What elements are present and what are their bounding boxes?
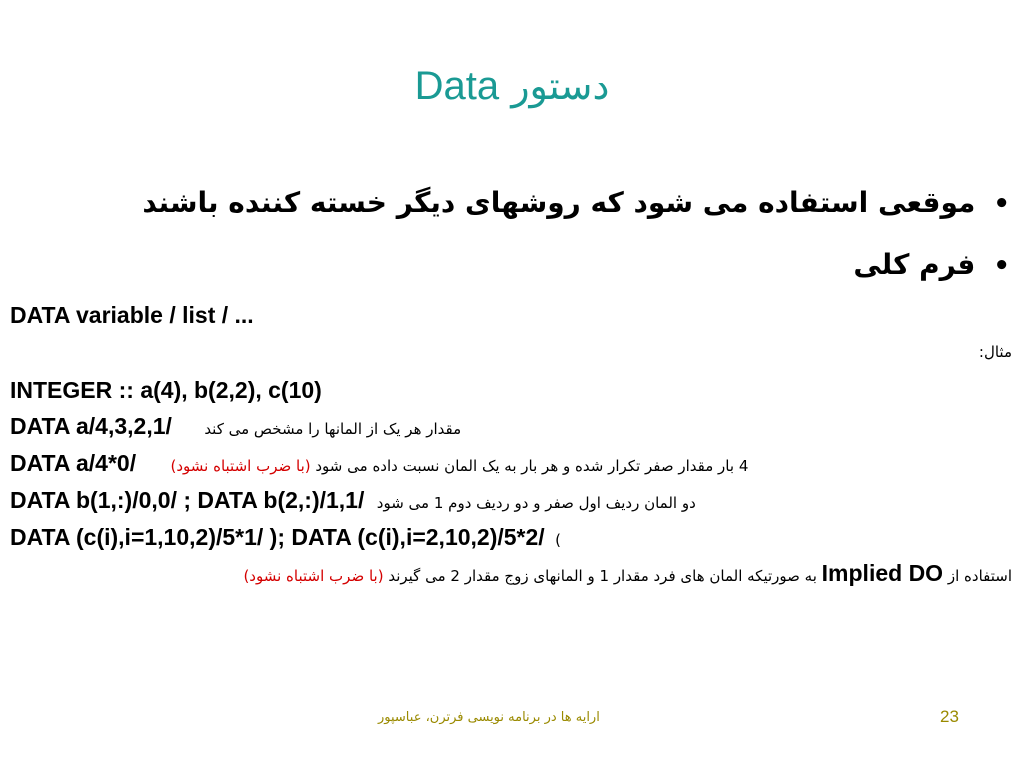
code-text: DATA b(1,:)/0,0/ ; DATA b(2,:)/1,1/ [10,487,365,513]
code-note-red: (با ضرب اشتباه نشود) [170,457,311,475]
example-label: مثال: [978,343,1012,361]
bullet-icon: • [993,251,1010,281]
code-text: DATA a/4*0/ [10,450,137,476]
bullet-text: فرم کلی [853,248,976,281]
code-note-main: 4 بار مقدار صفر تکرار شده و هر بار به یک المان نسبت داده می شود [315,457,749,475]
code-text: DATA (c(i),i=1,10,2)/5*1/ ); DATA (c(i),i=2,10,2)/5*2/ [10,524,545,550]
footer-text: ارایه ها در برنامه نویسی فرترن، عباسپور [378,710,600,725]
bullet-item-2 [853,248,1010,281]
code-text: DATA a/4,3,2,1/ [10,413,172,439]
bullet-text: موقعی استفاده می شود که روشهای دیگر خسته کننده باشند [142,186,976,219]
implied-prefix: استفاده از [947,567,1012,585]
code-note [171,457,749,475]
code-note: ) [555,531,561,549]
implied-red-note: (با ضرب اشتباه نشود) [243,567,384,585]
slide-title [0,64,1024,109]
title-persian: دستور [511,64,610,108]
bullet-icon: • [993,189,1010,219]
code-line-3 [10,450,748,477]
code-line-5 [10,524,561,551]
implied-do-note [243,560,1012,587]
page-number: 23 [940,707,959,726]
title-latin: Data [414,64,500,108]
code-note: مقدار هر یک از المانها را مشخص می کند [204,420,462,438]
code-line-1 [10,377,322,404]
code-text: INTEGER :: a(4), b(2,2), c(10) [10,377,322,403]
implied-middle: به صورتیکه المان های فرد مقدار 1 و المانهای زوج مقدار 2 می گیرند [388,567,817,585]
implied-keyword: Implied DO [821,560,944,586]
code-note: دو المان ردیف اول صفر و دو ردیف دوم 1 می شود [376,494,696,512]
code-line-2 [10,413,461,440]
code-line-4 [10,487,696,514]
general-form: DATA variable / list / ... [10,302,254,328]
bullet-item-1 [142,186,1010,219]
